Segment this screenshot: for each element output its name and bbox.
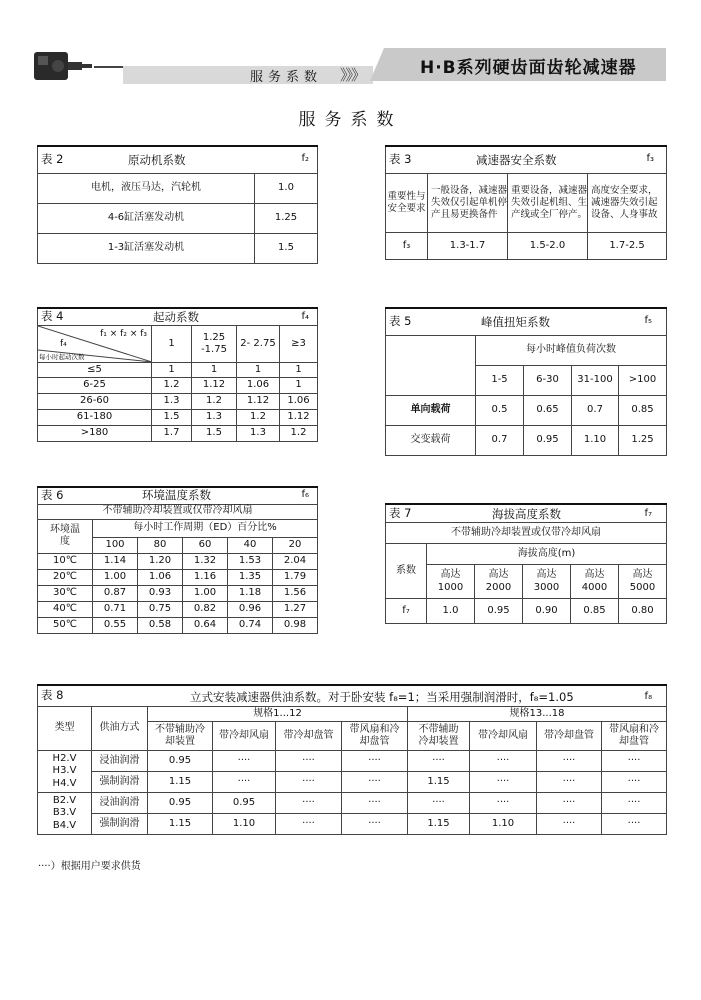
table-cell: 1.00 [183,585,228,601]
table-cell: ···· [470,793,537,814]
table-label: 表 8 [41,688,64,703]
table-symbol: f₆ [301,489,310,500]
table-name: 环境温度系数 [142,488,211,502]
table-cell: 浸油润滑 [92,793,148,814]
table-cell: ···· [408,751,470,772]
table-cell: 0.64 [183,617,228,633]
column-header: ≥3 [280,326,318,363]
table-cell: 重要设备，减速器失效引起机组、生产线或全厂停产。 [508,174,588,233]
table-cell: ···· [276,793,342,814]
table-cell: ···· [408,793,470,814]
table-cell: ···· [537,814,602,835]
table-7 [385,503,667,624]
table-cell: 1.56 [273,585,318,601]
column-header: 100 [93,537,138,553]
table-cell: 1.25 [619,426,667,456]
table-cell: ···· [602,793,667,814]
table-cell: 1.5 [192,426,237,442]
table-cell: 1.25 [255,204,318,234]
table-cell: 1.10 [213,814,276,835]
table-cell: 1.15 [408,814,470,835]
table-cell: 浸油润滑 [92,751,148,772]
type-cell: B2.V B3.V B4.V [38,793,92,835]
table-cell: 1 [192,363,237,378]
table-cell: 2.04 [273,553,318,569]
table-cell: 0.95 [213,793,276,814]
column-header-type: 类型 [38,707,92,751]
table-cell: 1.20 [138,553,183,569]
table-cell: 6-25 [38,378,152,394]
table-cell: 40℃ [38,601,93,617]
table-label: 表 4 [41,309,64,324]
table-cell: 0.55 [93,617,138,633]
table-cell: ···· [470,751,537,772]
corner-top: f₁ × f₂ × f₃ [100,329,147,339]
table-cell: 1.12 [237,394,280,410]
table-name: 海拔高度系数 [492,507,561,521]
header-arrows: 》》》 [340,66,365,84]
table-name: 起动系数 [153,310,199,324]
group-header: 海拔高度(m) [427,544,667,565]
table-cell: 1.32 [183,553,228,569]
table-cell: 1 [237,363,280,378]
column-header: 带风扇和冷却盘管 [342,722,408,751]
table-cell: >180 [38,426,152,442]
header-line [94,66,123,68]
column-header: 1 [152,326,192,363]
table-cell: 0.96 [228,601,273,617]
column-header: 1.25 -1.75 [192,326,237,363]
table-cell: 1 [280,363,318,378]
table-symbol: f₅ [644,315,652,326]
table-name: 原动机系数 [128,153,186,167]
table-label: 表 5 [389,314,412,329]
header-bar [123,66,373,84]
table-cell: 0.75 [138,601,183,617]
table-cell: 1.12 [280,410,318,426]
table-cell: 0.65 [524,396,572,426]
column-header: 1-5 [476,366,524,396]
table-cell: 1.5 [255,234,318,264]
column-header: 带冷却盘管 [537,722,602,751]
table-cell: 0.74 [228,617,273,633]
corner-bottom: 每小时起动次数 [39,353,85,361]
table-cell: 1.2 [237,410,280,426]
table-cell: ···· [342,814,408,835]
column-header: 高达 1000 [427,565,475,599]
row-header: 单向载荷 [386,396,476,426]
table-cell: 30℃ [38,585,93,601]
table-symbol: f₇ [644,508,653,519]
table-cell: 1.2 [280,426,318,442]
table-cell: 1 [280,378,318,394]
table-cell: 0.85 [619,396,667,426]
table-cell: 1.5 [152,410,192,426]
table-cell: ···· [470,772,537,793]
table-symbol: f₃ [646,153,655,164]
header-subtitle: 服务系数 [250,70,323,85]
table-cell: 0.95 [148,793,213,814]
table-row-head: 重要性与安全要求 [386,174,428,233]
table-cell: 1.15 [408,772,470,793]
table-cell: 0.93 [138,585,183,601]
column-header: 高达 4000 [571,565,619,599]
table-cell: 1.15 [148,772,213,793]
table-cell: 0.87 [93,585,138,601]
table-cell: 1.06 [280,394,318,410]
table-symbol: f₂ [301,153,310,164]
table-cell: 1.35 [228,569,273,585]
table-2 [37,145,318,264]
table-cell: 50℃ [38,617,93,633]
table-cell: 1 [152,363,192,378]
column-header: 带冷却盘管 [276,722,342,751]
table-cell: ···· [342,793,408,814]
table-label: 表 7 [389,505,412,520]
footnote: ····）根据用户要求供货 [38,861,141,872]
table-cell: 61-180 [38,410,152,426]
table-cell: 1-3缸活塞发动机 [38,234,255,264]
column-header: 带冷却风扇 [213,722,276,751]
table-cell: 0.98 [273,617,318,633]
table-cell: 0.95 [524,426,572,456]
table-cell: 1.00 [93,569,138,585]
table-cell: 1.06 [138,569,183,585]
table-cell: 1.0 [427,599,475,624]
table-cell: 1.14 [93,553,138,569]
column-header: 不带辅助冷却装置 [408,722,470,751]
table-6 [37,486,318,634]
table-cell: 1.10 [572,426,619,456]
header-title: H·B系列硬齿面齿轮减速器 [420,58,637,78]
table-cell: ···· [602,751,667,772]
table-cell: 0.95 [148,751,213,772]
table-cell: ···· [602,772,667,793]
table-cell: 1.10 [470,814,537,835]
column-header: 80 [138,537,183,553]
table-cell: ···· [537,751,602,772]
group-header: 每小时峰值负荷次数 [476,336,667,366]
table-cell: ···· [342,772,408,793]
table-cell: 高度安全要求，减速器失效引起设备、人身事故 [588,174,667,233]
gearbox-logo-icon [32,48,92,82]
table-cell: 0.85 [571,599,619,624]
column-header: 带冷却风扇 [470,722,537,751]
table-cell: 1.18 [228,585,273,601]
table-cell: 1.3-1.7 [428,233,508,260]
table-cell: 1.53 [228,553,273,569]
table-cell: 0.7 [476,426,524,456]
column-header: 60 [183,537,228,553]
table-cell: 1.12 [192,378,237,394]
group-header: 规格1...12 [148,707,408,722]
table-cell: 0.58 [138,617,183,633]
table-cell: 1.5-2.0 [508,233,588,260]
table-cell: ···· [213,772,276,793]
column-header: 高达 2000 [475,565,523,599]
table-3 [385,145,667,260]
column-header: 40 [228,537,273,553]
table-cell: 0.90 [523,599,571,624]
table-cell: 1.7-2.5 [588,233,667,260]
table-cell: 0.80 [619,599,667,624]
table-cell: 0.71 [93,601,138,617]
table-4 [37,307,318,442]
table-cell: ···· [276,772,342,793]
table-cell: 1.3 [192,410,237,426]
table-cell: ···· [342,751,408,772]
table-symbol: f₄ [301,311,309,322]
table-empty-cell [386,336,476,396]
column-header: 20 [273,537,318,553]
table-cell: 10℃ [38,553,93,569]
table-cell: ···· [537,772,602,793]
table-cell: 1.3 [237,426,280,442]
table-cell: f₇ [386,599,427,624]
table-cell: 一般设备，减速器失效仅引起单机停产且易更换备件 [428,174,508,233]
table-cell: 1.2 [192,394,237,410]
table-label: 表 6 [41,488,64,502]
table-cell: 强制润滑 [92,772,148,793]
table-name: 减速器安全系数 [476,153,557,167]
table-corner [38,326,152,363]
column-header: >100 [619,366,667,396]
column-header: 高达 3000 [523,565,571,599]
corner-left: f₄ [60,339,67,349]
column-header: 2- 2.75 [237,326,280,363]
page-title: 服务系数 [298,110,403,130]
table-5 [385,307,667,456]
table-cell: ···· [602,814,667,835]
group-header: 每小时工作周期（ED）百分比% [93,519,318,537]
table-cell: ···· [276,751,342,772]
table-cell: ···· [276,814,342,835]
table-cell: 强制润滑 [92,814,148,835]
table-cell: 1.7 [152,426,192,442]
table-cell: 电机，液压马达，汽轮机 [38,174,255,204]
table-8 [37,684,667,835]
table-name: 立式安装减速器供油系数。对于卧安装 f₈=1；当采用强制润滑时，f₈=1.05 [190,690,574,704]
column-header: 带风扇和冷却盘管 [602,722,667,751]
table-label: 表 2 [41,152,64,167]
table-condition: 不带辅助冷却装置或仅带冷却风扇 [38,504,318,519]
table-cell: 0.7 [572,396,619,426]
table-cell: 20℃ [38,569,93,585]
table-cell: 0.82 [183,601,228,617]
table-name: 峰值扭矩系数 [481,315,550,329]
table-label: 表 3 [389,152,412,167]
table-cell: 1.16 [183,569,228,585]
table-cell: 1.0 [255,174,318,204]
column-header: 31-100 [572,366,619,396]
table-cell: 0.95 [475,599,523,624]
table-cell: 26-60 [38,394,152,410]
row-head: 系数 [386,544,427,599]
table-cell: 0.5 [476,396,524,426]
group-header: 规格13...18 [408,707,667,722]
table-cell: f₃ [386,233,428,260]
table-cell: 4-6缸活塞发动机 [38,204,255,234]
column-header-supply: 供油方式 [92,707,148,751]
row-head: 环境温度 [38,519,93,553]
table-cell: 1.06 [237,378,280,394]
table-condition: 不带辅助冷却装置或仅带冷却风扇 [386,523,667,544]
table-symbol: f₈ [644,691,653,702]
type-cell: H2.V H3.V H4.V [38,751,92,793]
table-cell: 1.27 [273,601,318,617]
table-cell: ≤5 [38,363,152,378]
table-cell: 1.2 [152,378,192,394]
row-header: 交变载荷 [386,426,476,456]
table-cell: 1.15 [148,814,213,835]
table-cell: ···· [213,751,276,772]
column-header: 6-30 [524,366,572,396]
table-cell: 1.3 [152,394,192,410]
table-cell: 1.79 [273,569,318,585]
table-cell: ···· [537,793,602,814]
column-header: 不带辅助冷却装置 [148,722,213,751]
column-header: 高达 5000 [619,565,667,599]
